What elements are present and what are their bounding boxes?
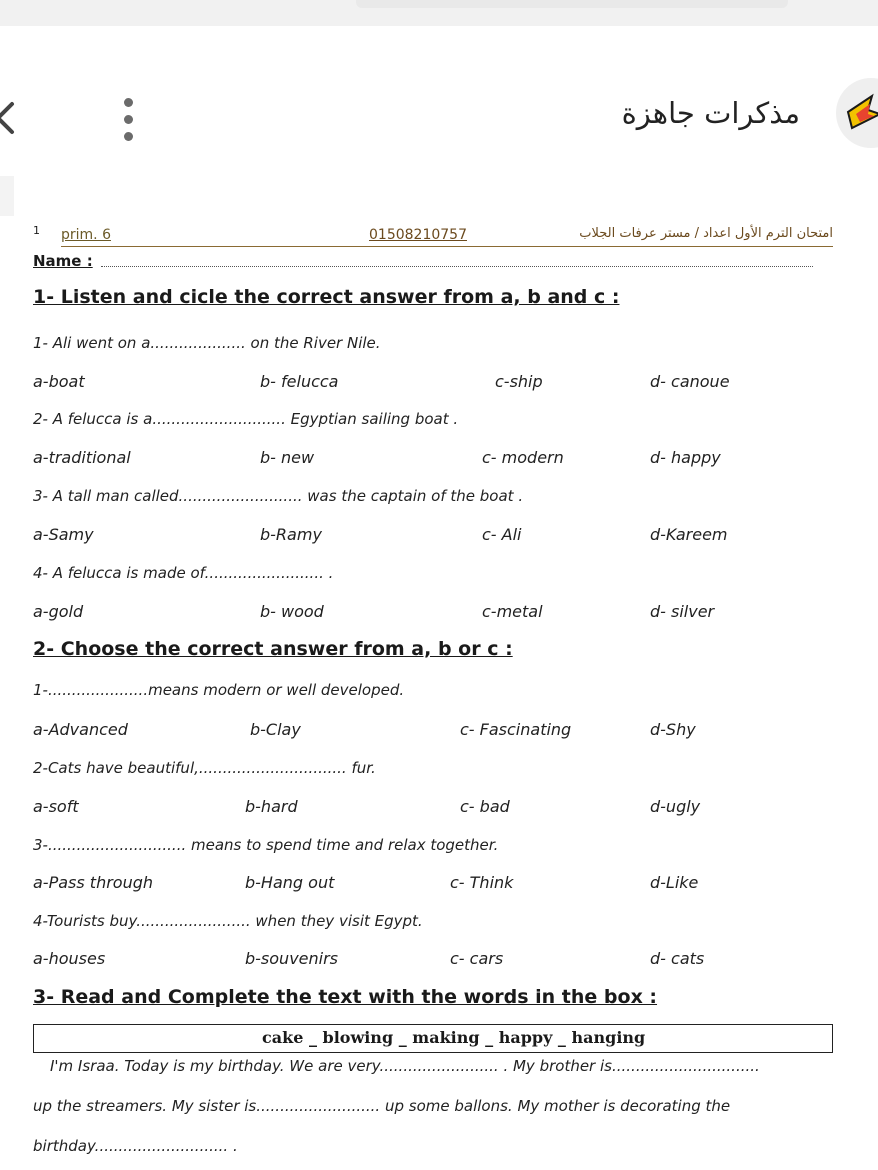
- option-2-2-b: b-hard: [245, 797, 298, 816]
- paragraph-line-3: birthday............................ .: [33, 1137, 238, 1155]
- phone-number: 01508210757: [369, 227, 467, 243]
- option-1-2-c: c- modern: [482, 448, 564, 467]
- name-label: Name :: [33, 252, 93, 270]
- option-2-1-b: b-Clay: [250, 720, 301, 739]
- more-options-icon[interactable]: [118, 98, 140, 148]
- option-1-4-d: d- silver: [650, 602, 715, 621]
- option-2-3-b: b-Hang out: [245, 873, 335, 892]
- question-2-4: 4-Tourists buy........................ when they visit Egypt.: [33, 912, 423, 930]
- option-2-4-c: c- cars: [450, 949, 504, 968]
- option-1-1-c: c-ship: [495, 372, 543, 391]
- option-2-1-a: a-Advanced: [33, 720, 128, 739]
- option-2-3-d: d-Like: [650, 873, 699, 892]
- browser-top-strip: [0, 0, 878, 27]
- option-2-4-b: b-souvenirs: [245, 949, 339, 968]
- grade-label: prim. 6: [61, 227, 111, 243]
- question-1-2: 2- A felucca is a............................ Egyptian sailing boat .: [33, 410, 459, 428]
- paragraph-line-2: up the streamers. My sister is.......................... up some ballons. My mother is decorating the: [33, 1097, 731, 1115]
- back-arrow-icon[interactable]: [0, 98, 20, 138]
- exam-header: [33, 226, 833, 248]
- app-title: مذكرات جاهزة: [621, 96, 800, 130]
- question-2-3: 3-............................. means to spend time and relax together.: [33, 836, 499, 854]
- option-1-4-b: b- wood: [260, 602, 324, 621]
- option-1-3-b: b-Ramy: [260, 525, 322, 544]
- option-1-4-c: c-metal: [482, 602, 543, 621]
- option-2-2-a: a-soft: [33, 797, 79, 816]
- page-number: 1: [33, 224, 40, 237]
- question-1-1: 1- Ali went on a.................... on the River Nile.: [33, 334, 381, 352]
- word-box: [33, 1024, 833, 1053]
- option-2-4-a: a-houses: [33, 949, 106, 968]
- option-1-3-a: a-Samy: [33, 525, 94, 544]
- question-2-1: 1-.....................means modern or well developed.: [33, 681, 405, 699]
- section-2-title: 2- Choose the correct answer from a, b or c :: [33, 638, 513, 660]
- name-dotted-line: [101, 266, 813, 267]
- question-1-4: 4- A felucca is made of......................... .: [33, 564, 334, 582]
- option-1-2-d: d- happy: [650, 448, 721, 467]
- option-1-1-d: d- canoue: [650, 372, 730, 391]
- word-box-words: cake _ blowing _ making _ happy _ hanging: [262, 1028, 646, 1047]
- option-1-1-b: b- felucca: [260, 372, 339, 391]
- section-1-title: 1- Listen and cicle the correct answer from a, b and c :: [33, 286, 620, 308]
- paragraph-line-1: I'm Israa. Today is my birthday. We are very......................... . My brother is...............................: [50, 1057, 760, 1075]
- option-1-3-d: d-Kareem: [650, 525, 728, 544]
- question-2-2: 2-Cats have beautiful,............................... fur.: [33, 759, 376, 777]
- section-3-title: 3- Read and Complete the text with the words in the box :: [33, 986, 658, 1008]
- exam-page: [0, 176, 878, 1170]
- exam-arabic-title: امتحان الترم الأول اعداد / مستر عرفات الجلاب: [579, 226, 833, 241]
- option-2-2-c: c- bad: [460, 797, 510, 816]
- option-2-1-c: c- Fascinating: [460, 720, 572, 739]
- name-field: [33, 252, 813, 272]
- option-1-4-a: a-gold: [33, 602, 84, 621]
- header-underline: [61, 246, 833, 247]
- option-1-3-c: c- Ali: [482, 525, 522, 544]
- app-bar: [0, 26, 878, 176]
- channel-avatar[interactable]: [836, 78, 878, 148]
- option-2-3-c: c- Think: [450, 873, 514, 892]
- edge-shadow: [0, 176, 14, 216]
- option-2-3-a: a-Pass through: [33, 873, 154, 892]
- logo-icon: [846, 92, 878, 132]
- option-1-2-a: a-traditional: [33, 448, 131, 467]
- address-pill: [356, 0, 788, 8]
- option-1-2-b: b- new: [260, 448, 315, 467]
- option-2-1-d: d-Shy: [650, 720, 696, 739]
- option-2-4-d: d- cats: [650, 949, 705, 968]
- option-2-2-d: d-ugly: [650, 797, 701, 816]
- question-1-3: 3- A tall man called.......................... was the captain of the boat .: [33, 487, 524, 505]
- option-1-1-a: a-boat: [33, 372, 85, 391]
